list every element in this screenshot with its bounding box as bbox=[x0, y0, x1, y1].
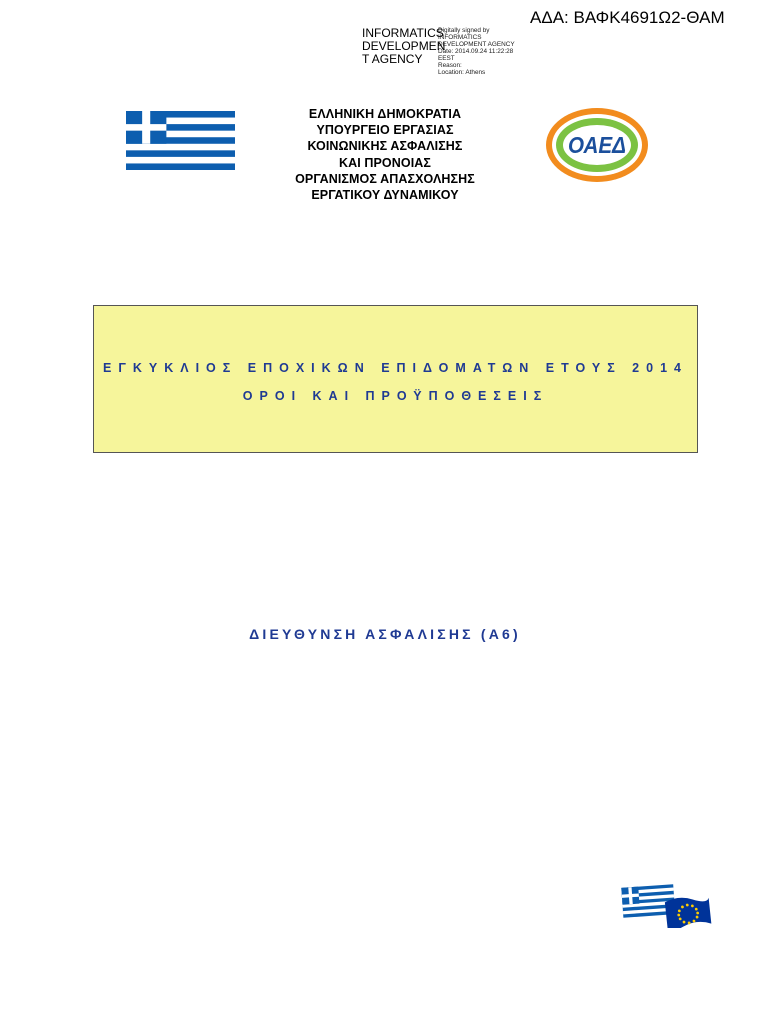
ministry-line: ΥΠΟΥΡΓΕΙΟ ΕΡΓΑΣΙΑΣ bbox=[316, 123, 454, 138]
ada-code: ΑΔΑ: ΒΑΦΚ4691Ω2-ΘΑΜ bbox=[530, 8, 725, 27]
ministry-line: ΕΡΓΑΤΙΚΟΥ ΔΥΝΑΜΙΚΟΥ bbox=[311, 188, 459, 203]
signature-detail-line: Location: Athens bbox=[438, 69, 486, 76]
signer-line: INFORMATICS bbox=[362, 26, 444, 40]
signature-detail-line: Date: 2014.09.24 11:22:28 bbox=[438, 48, 514, 55]
ministry-line: ΚΟΙΝΩΝΙΚΗΣ ΑΣΦΑΛΙΣΗΣ bbox=[307, 139, 463, 154]
signature-details bbox=[438, 27, 548, 76]
ministry-line: ΕΛΛΗΝΙΚΗ ΔΗΜΟΚΡΑΤΙΑ bbox=[308, 107, 462, 121]
ministry-line: ΚΑΙ ΠΡΟΝΟΙΑΣ bbox=[338, 155, 432, 170]
title-box bbox=[93, 305, 698, 453]
document-title: ΕΓΚΥΚΛΙΟΣ ΕΠΟΧΙΚΩΝ ΕΠΙΔΟΜΑΤΩΝ ΕΤΟΥΣ 2014 bbox=[103, 361, 688, 375]
ministry-line: ΟΡΓΑΝΙΣΜΟΣ ΑΠΑΣΧΟΛΗΣΗΣ bbox=[295, 171, 475, 186]
oaed-logo-text: ΟΑΕΔ bbox=[568, 132, 626, 158]
signature-detail-line: Reason: bbox=[438, 62, 462, 69]
directorate-heading: ΔΙΕΥΘΥΝΣΗ ΑΣΦΑΛΙΣΗΣ (Α6) bbox=[249, 626, 521, 642]
document-subtitle: ΟΡΟΙ ΚΑΙ ΠΡΟΫΠΟΘΕΣΕΙΣ bbox=[242, 389, 549, 403]
signature-signer bbox=[362, 26, 446, 66]
signature-detail-line: INFORMATICS bbox=[438, 34, 482, 41]
signature-detail-line: DEVELOPMENT AGENCY bbox=[438, 41, 515, 48]
greek-flag-icon bbox=[126, 111, 235, 170]
signature-detail-line: Digitally signed by bbox=[438, 27, 490, 34]
signer-line: DEVELOPMEN bbox=[362, 39, 446, 53]
ministry-header bbox=[270, 106, 500, 203]
greece-eu-flags-icon bbox=[618, 882, 712, 928]
signature-detail-line: EEST bbox=[438, 55, 455, 62]
signer-line: T AGENCY bbox=[362, 52, 423, 66]
oaed-logo-icon bbox=[543, 105, 651, 185]
